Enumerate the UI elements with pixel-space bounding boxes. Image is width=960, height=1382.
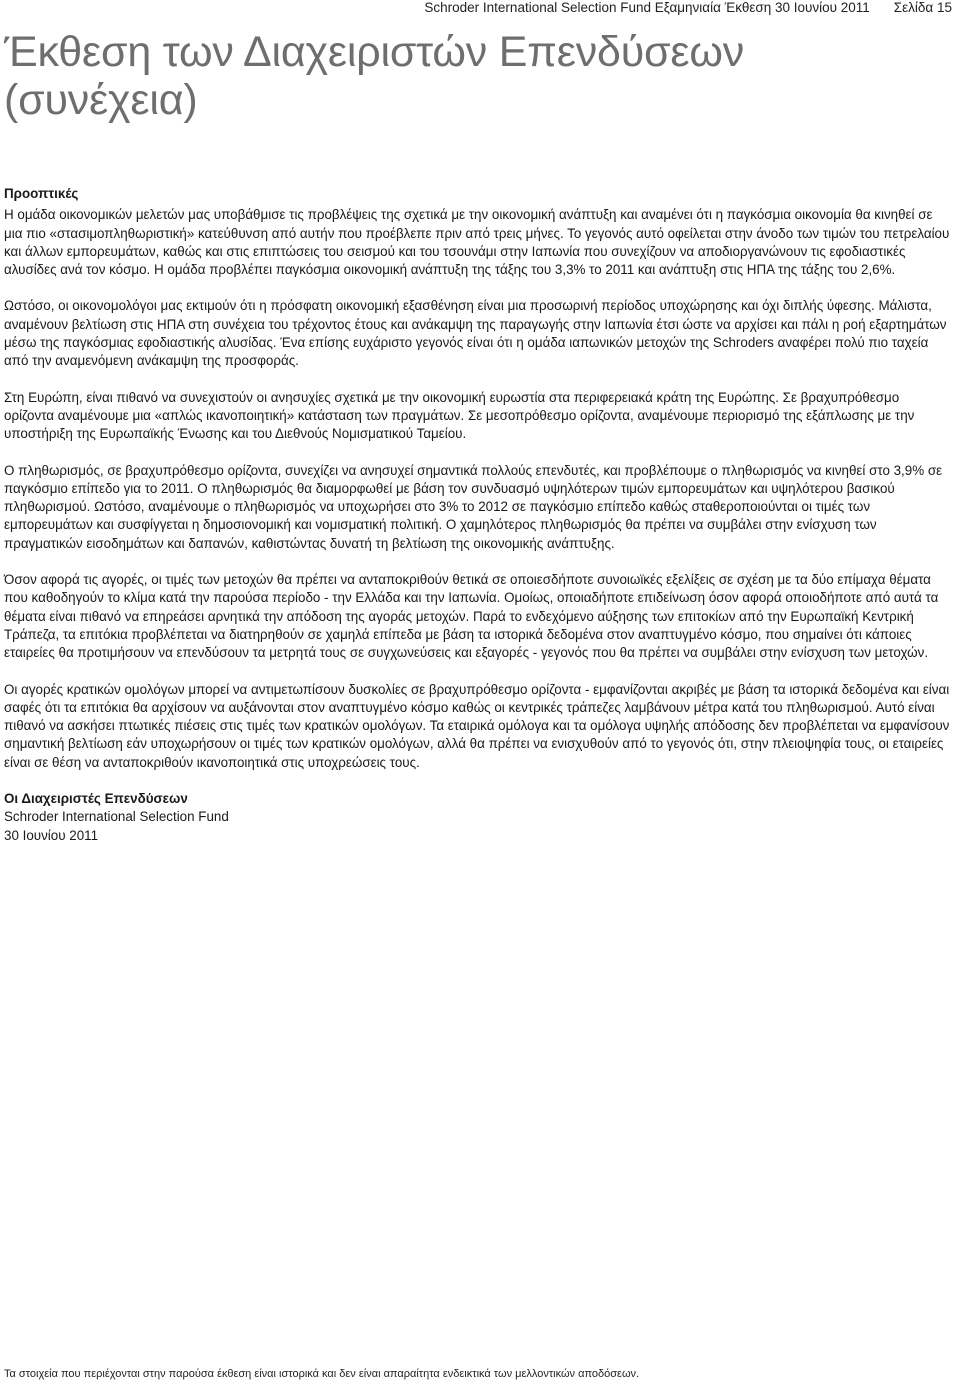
signature-fund-name: Schroder International Selection Fund (4, 809, 229, 825)
paragraph-temporary-slowdown: Ωστόσο, οι οικονομολόγοι μας εκτιμούν ότι η πρόσφατη οικονομική εξασθένηση είναι μια προσωρινή περίοδος υποχώρησης και όχι διπλής ύφεσης. Μάλιστα, αναμένουν βελτίωση στις ΗΠΑ στη συνέχεια του τρέχοντος έτους και ανάκαμψη της παραγωγής στην Ιαπωνία έτσι ώστε να αρχίσει και πάλι η ροή εξαρτημάτων μέσω της παγκόσμιας εφοδιαστικής αλυσίδας. Ένα επίσης ευχάριστο γεγονός είναι ότι η ομάδα ιαπωνικών μετοχών της Schroders αναφέρει πολύ πιο ταχεία από την αναμενόμενη ανάκαμψη της προσφοράς. (4, 298, 947, 369)
document-title: Schroder International Selection Fund Εξαμηνιαία Έκθεση 30 Ιουνίου 2011 (424, 0, 870, 15)
section-heading-outlook: Προοπτικές (4, 186, 79, 201)
paragraph-inflation: Ο πληθωρισμός, σε βραχυπρόθεσμο ορίζοντα, συνεχίζει να ανησυχεί σημαντικά πολλούς επενδυτές, και προβλέπουμε ο πληθωρισμός να κινηθεί στο 3,9% σε παγκόσμιο επίπεδο για το 2011. Ο πληθωρισμός θα διαμορφωθεί με βάση τον συνδυασμό υψηλότερων τιμών εμπορευμάτων και υψηλότερου βασικού πληθωρισμού. Ωστόσο, αναμένουμε ο πληθωρισμός να υποχωρήσει στο 3% το 2012 σε παγκόσμιο επίπεδο καθώς σταθεροποιούνται οι τιμές των εμπορευμάτων και συσφίγγεται η δημοσιονομική και νομισματική πολιτική. Ο χαμηλότερος πληθωρισμός θα πρέπει να συμβάλει στην ενίσχυση των πραγματικών εισοδημάτων και δαπανών, καθιστώντας δυνατή τη βελτίωση της οικονομικής ανάπτυξης. (4, 462, 943, 551)
paragraph-growth-forecast: Η ομάδα οικονομικών μελετών μας υποβάθμισε τις προβλέψεις της σχετικά με την οικονομική ανάπτυξη και αναμένει ότι η παγκόσμια οικονομία θα κινηθεί σε μια πιο «στασιμοπληθωριστική» κατεύθυνση από αυτήν που προέβλεπε πριν από τρεις μήνες. Το γεγονός αυτό οφείλεται στην άνοδο των τιμών του πετρελαίου και άλλων εμπορευμάτων, καθώς και στις επιπτώσεις του σεισμού και του τσουνάμι στην Ιαπωνία που συνεχίζουν να αποδιοργανώνουν τις εφοδιαστικές αλυσίδες ανά τον κόσμο. Η ομάδα προβλέπει παγκόσμια οικονομική ανάπτυξη της τάξης του 3,3% το 2011 και ανάπτυξη στις ΗΠΑ της τάξης του 2,6%. (4, 207, 950, 278)
paragraph-europe: Στη Ευρώπη, είναι πιθανό να συνεχιστούν οι ανησυχίες σχετικά με την οικονομική ευρωστία στα περιφερειακά κράτη της Ευρώπης. Σε βραχυπρόθεσμο ορίζοντα αναμένουμε μια «απλώς ικανοποιητική» κατάσταση των πραγμάτων. Σε μεσοπρόθεσμο ορίζοντα, αναμένουμε περιορισμό της εξάπλωσης με την υποστήριξη της Ευρωπαϊκής Ένωσης και του Διεθνούς Νομισματικού Ταμείου. (4, 389, 915, 442)
report-title-continued: (συνέχεια) (4, 76, 198, 124)
paragraph-bond-markets: Οι αγορές κρατικών ομολόγων μπορεί να αντιμετωπίσουν δυσκολίες σε βραχυπρόθεσμο ορίζοντα - εμφανίζονται ακριβές με βάση τα ιστορικά δεδομένα και είναι σαφές ότι τα επιτόκια θα αρχίσουν να αυξάνονται στον αναπτυγμένο κόσμο καθώς οι κεντρικές τράπεζες λαμβάνουν μέτρα κατά του πληθωρισμού. Αυτό είναι πιθανό να ασκήσει πτωτικές πιέσεις στις τιμές των κρατικών ομολόγων. Τα εταιρικά ομόλογα και τα ομόλογα υψηλής απόδοσης δεν προβλέπεται να εμφανίσουν σημαντική βελτίωση εάν υποχωρήσουν οι τιμές των κρατικών ομολόγων, αλλά θα πρέπει να ενισχυθούν από το γεγονός ότι, στην πλειοψηφία τους, οι εταιρείες είναι σε θέση να ανταποκριθούν ικανοποιητικά στις υποχρεώσεις τους. (4, 681, 950, 770)
page-number: Σελίδα 15 (893, 0, 952, 15)
signature-heading: Οι Διαχειριστές Επενδύσεων (4, 791, 188, 807)
paragraph-equity-markets: Όσον αφορά τις αγορές, οι τιμές των μετοχών θα πρέπει να ανταποκριθούν θετικά σε οποιεσδήποτε συνοιωϊκές εξελίξεις σε σχέση με τα δύο επίμαχα θέματα που καθοδηγούν το κλίμα κατά την παρούσα περίοδο - την Ελλάδα και την Ιαπωνία. Ομοίως, οποιαδήποτε επιδείνωση όσον αφορά οποιοδήποτε από αυτά τα θέματα είναι πιθανό να επηρεάσει αρνητικά την απόδοση της αγοράς μετοχών. Παρά το ενδεχόμενο αύξησης των επιτοκίων από την Ευρωπαϊκή Κεντρική Τράπεζα, τα επιτόκια προβλέπεται να διατηρηθούν σε χαμηλά επίπεδα με βάση τα ιστορικά δεδομένα στον αναπτυγμένο κόσμο, που σημαίνει ότι κάποιες εταιρείες θα προτιμήσουν να επενδύσουν τα μετρητά τους σε συγχωνεύσεις και εξαγορές - γεγονός που θα πρέπει να συμβάλει στην ενίσχυση των μετοχών. (4, 572, 939, 661)
report-title-main: Έκθεση των Διαχειριστών Επενδύσεων (4, 28, 745, 76)
report-body (4, 185, 952, 845)
page-header (424, 0, 952, 15)
report-title (4, 28, 744, 124)
signature-block (4, 790, 952, 845)
signature-date: 30 Ιουνίου 2011 (4, 827, 99, 843)
footer-disclaimer: Τα στοιχεία που περιέχονται στην παρούσα έκθεση είναι ιστορικά και δεν είναι απαραίτητα ενδεικτικά των μελλοντικών αποδόσεων. (4, 1368, 640, 1380)
